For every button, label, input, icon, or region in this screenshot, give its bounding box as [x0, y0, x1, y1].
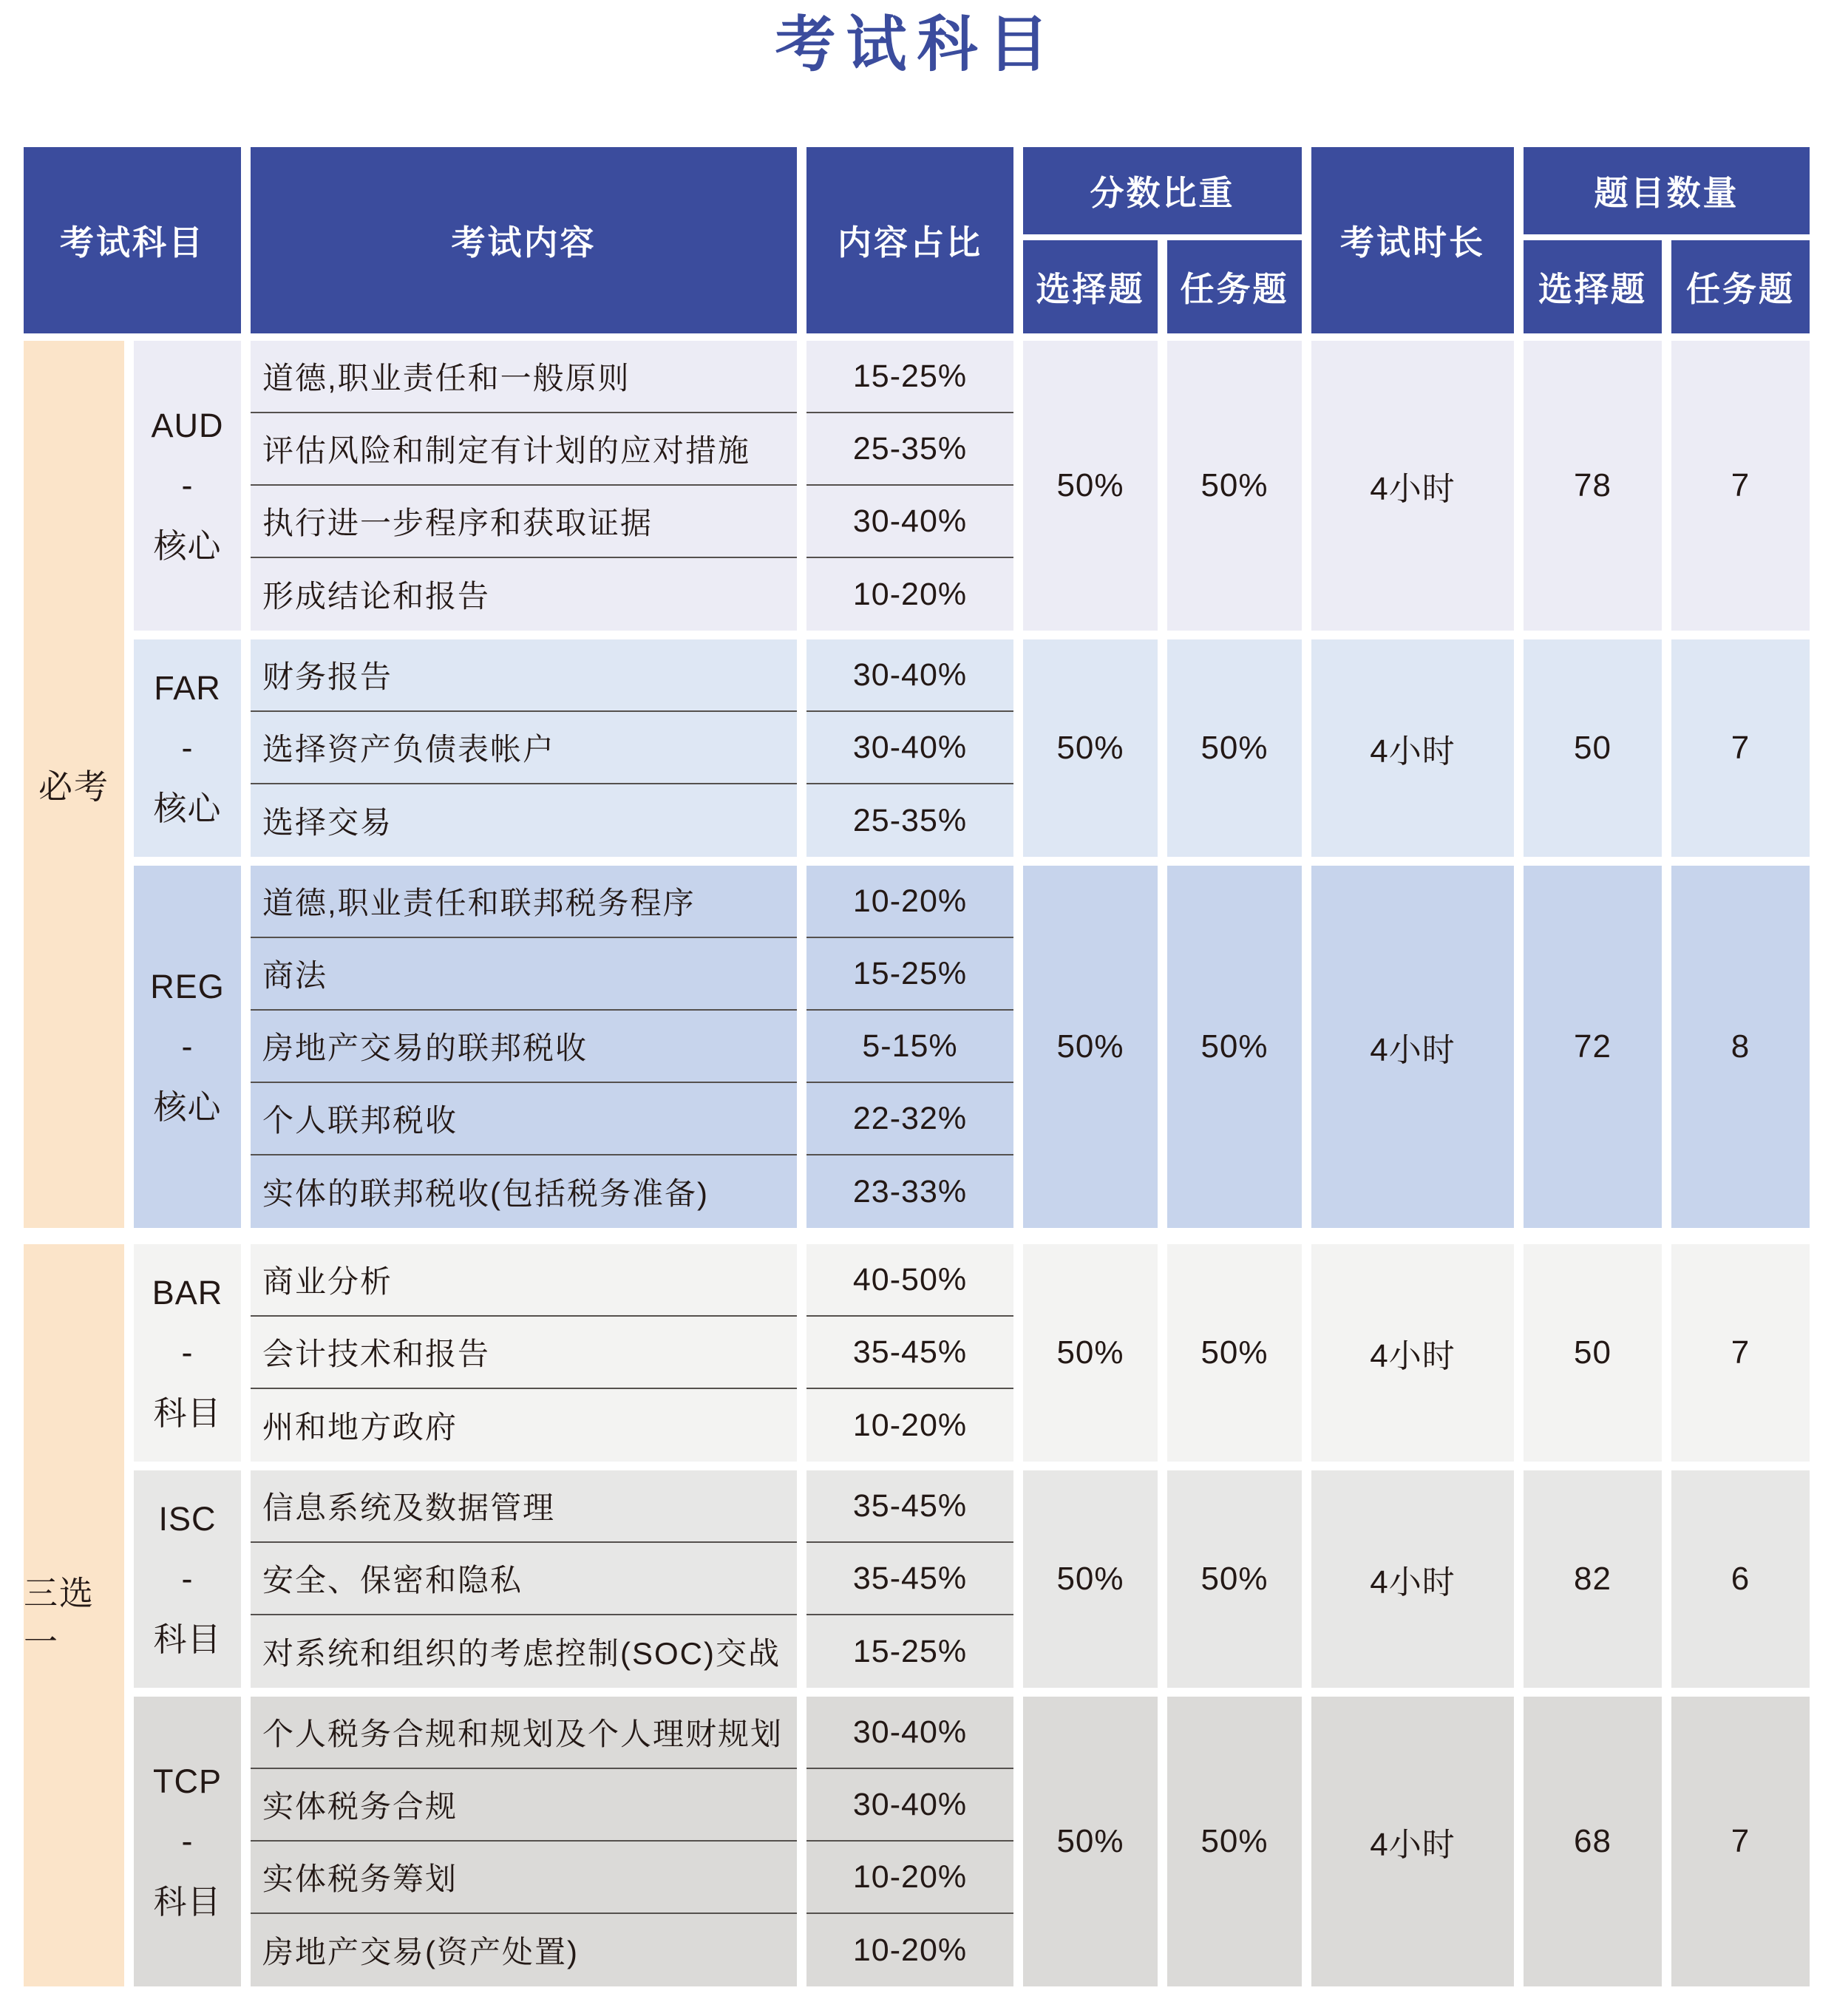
exam-section [134, 1697, 1810, 1986]
proportion-cell: 10-20% [806, 1914, 1013, 1986]
content-cell: 选择资产负债表帐户 [251, 712, 797, 784]
content-cell: 实体税务合规 [251, 1769, 797, 1842]
task-count-cell: 7 [1671, 1697, 1810, 1986]
content-cell: 个人联邦税收 [251, 1083, 797, 1155]
subject-line: ISC [158, 1499, 217, 1538]
exam-subjects-table [24, 147, 1810, 1986]
task-count-cell: 6 [1671, 1470, 1810, 1688]
group-sections [134, 341, 1810, 1228]
content-cell: 个人税务合规和规划及个人理财规划 [251, 1697, 797, 1769]
proportion-cell: 15-25% [806, 1615, 1013, 1688]
subject-cell [134, 639, 241, 857]
table-header [24, 147, 1810, 333]
task-score-cell: 50% [1167, 1470, 1302, 1688]
content-cell: 商法 [251, 938, 797, 1011]
content-cell: 会计技术和报告 [251, 1317, 797, 1389]
duration-cell: 4小时 [1311, 1244, 1514, 1462]
subject-line: AUD [151, 406, 224, 444]
subject-line: 核心 [153, 789, 222, 827]
page-title: 考试科目 [775, 11, 1059, 78]
content-cell: 实体的联邦税收(包括税务准备) [251, 1155, 797, 1228]
proportion-cell: 30-40% [806, 639, 1013, 712]
proportion-cell: 5-15% [806, 1011, 1013, 1083]
subject-line: 核心 [153, 526, 222, 565]
exam-section [134, 1470, 1810, 1688]
content-cell: 信息系统及数据管理 [251, 1470, 797, 1543]
mcq-score-cell: 50% [1023, 1244, 1158, 1462]
header-subject: 考试科目 [24, 147, 241, 333]
proportion-cell: 22-32% [806, 1083, 1013, 1155]
subject-group [24, 1244, 1810, 1986]
proportion-cell: 10-20% [806, 1389, 1013, 1462]
proportion-cell: 10-20% [806, 866, 1013, 938]
subject-cell [134, 341, 241, 631]
mcq-score-cell: 50% [1023, 639, 1158, 857]
proportion-cell: 25-35% [806, 784, 1013, 857]
subject-group [24, 341, 1810, 1228]
mcq-count-cell: 50 [1524, 639, 1662, 857]
task-score-cell: 50% [1167, 341, 1302, 631]
content-cell: 道德,职业责任和一般原则 [251, 341, 797, 413]
header-score-weight: 分数比重 [1023, 147, 1302, 234]
subject-line: - [181, 1028, 194, 1066]
proportion-cell: 40-50% [806, 1244, 1013, 1317]
proportion-cell: 10-20% [806, 1842, 1013, 1914]
header-count-task: 任务题 [1671, 240, 1810, 333]
subject-cell [134, 1470, 241, 1688]
mcq-count-cell: 50 [1524, 1244, 1662, 1462]
task-count-cell: 7 [1671, 341, 1810, 631]
subject-line: 科目 [153, 1620, 222, 1658]
header-count-mcq: 选择题 [1524, 240, 1662, 333]
exam-section [134, 341, 1810, 631]
task-score-cell: 50% [1167, 1697, 1302, 1986]
content-cell: 执行进一步程序和获取证据 [251, 486, 797, 558]
subject-cell [134, 866, 241, 1228]
duration-cell: 4小时 [1311, 1470, 1514, 1688]
group-label: 必考 [24, 341, 124, 1228]
proportion-cell: 30-40% [806, 712, 1013, 784]
header-proportion: 内容占比 [806, 147, 1013, 333]
content-cell: 评估风险和制定有计划的应对措施 [251, 413, 797, 486]
header-score-task: 任务题 [1167, 240, 1302, 333]
duration-cell: 4小时 [1311, 866, 1514, 1228]
subject-line: - [181, 466, 194, 505]
header-duration: 考试时长 [1311, 147, 1514, 333]
content-cell: 道德,职业责任和联邦税务程序 [251, 866, 797, 938]
mcq-count-cell: 82 [1524, 1470, 1662, 1688]
group-sections [134, 1244, 1810, 1986]
proportion-cell: 30-40% [806, 1697, 1013, 1769]
content-cell: 房地产交易的联邦税收 [251, 1011, 797, 1083]
subject-line: REG [150, 967, 225, 1005]
task-count-cell: 7 [1671, 639, 1810, 857]
subject-line: FAR [154, 668, 221, 707]
proportion-cell: 30-40% [806, 486, 1013, 558]
content-cell: 形成结论和报告 [251, 558, 797, 631]
mcq-score-cell: 50% [1023, 341, 1158, 631]
task-score-cell: 50% [1167, 639, 1302, 857]
content-cell: 实体税务筹划 [251, 1842, 797, 1914]
exam-section [134, 1244, 1810, 1462]
mcq-count-cell: 78 [1524, 341, 1662, 631]
proportion-cell: 35-45% [806, 1317, 1013, 1389]
subject-line: 科目 [153, 1882, 222, 1921]
duration-cell: 4小时 [1311, 341, 1514, 631]
group-label: 三选一 [24, 1244, 124, 1986]
content-cell: 房地产交易(资产处置) [251, 1914, 797, 1986]
header-score-mcq: 选择题 [1023, 240, 1158, 333]
mcq-count-cell: 72 [1524, 866, 1662, 1228]
mcq-score-cell: 50% [1023, 1697, 1158, 1986]
subject-line: - [181, 1334, 194, 1372]
subject-line: - [181, 729, 194, 767]
exam-section [134, 866, 1810, 1228]
content-cell: 财务报告 [251, 639, 797, 712]
subject-cell [134, 1244, 241, 1462]
content-cell: 商业分析 [251, 1244, 797, 1317]
duration-cell: 4小时 [1311, 1697, 1514, 1986]
task-score-cell: 50% [1167, 1244, 1302, 1462]
proportion-cell: 15-25% [806, 938, 1013, 1011]
subject-cell [134, 1697, 241, 1986]
subject-line: TCP [153, 1762, 222, 1800]
task-count-cell: 8 [1671, 866, 1810, 1228]
table-body [24, 341, 1810, 1986]
proportion-cell: 35-45% [806, 1543, 1013, 1615]
mcq-score-cell: 50% [1023, 866, 1158, 1228]
subject-line: 核心 [153, 1087, 222, 1126]
header-content: 考试内容 [251, 147, 797, 333]
task-score-cell: 50% [1167, 866, 1302, 1228]
content-cell: 对系统和组织的考虑控制(SOC)交战 [251, 1615, 797, 1688]
proportion-cell: 10-20% [806, 558, 1013, 631]
subject-line: - [181, 1560, 194, 1598]
header-question-count: 题目数量 [1524, 147, 1810, 234]
mcq-score-cell: 50% [1023, 1470, 1158, 1688]
subject-line: - [181, 1822, 194, 1861]
proportion-cell: 30-40% [806, 1769, 1013, 1842]
proportion-cell: 35-45% [806, 1470, 1013, 1543]
content-cell: 安全、保密和隐私 [251, 1543, 797, 1615]
subject-line: 科目 [153, 1394, 222, 1432]
proportion-cell: 15-25% [806, 341, 1013, 413]
proportion-cell: 25-35% [806, 413, 1013, 486]
subject-line: BAR [152, 1273, 223, 1311]
duration-cell: 4小时 [1311, 639, 1514, 857]
content-cell: 州和地方政府 [251, 1389, 797, 1462]
exam-section [134, 639, 1810, 857]
mcq-count-cell: 68 [1524, 1697, 1662, 1986]
task-count-cell: 7 [1671, 1244, 1810, 1462]
proportion-cell: 23-33% [806, 1155, 1013, 1228]
content-cell: 选择交易 [251, 784, 797, 857]
